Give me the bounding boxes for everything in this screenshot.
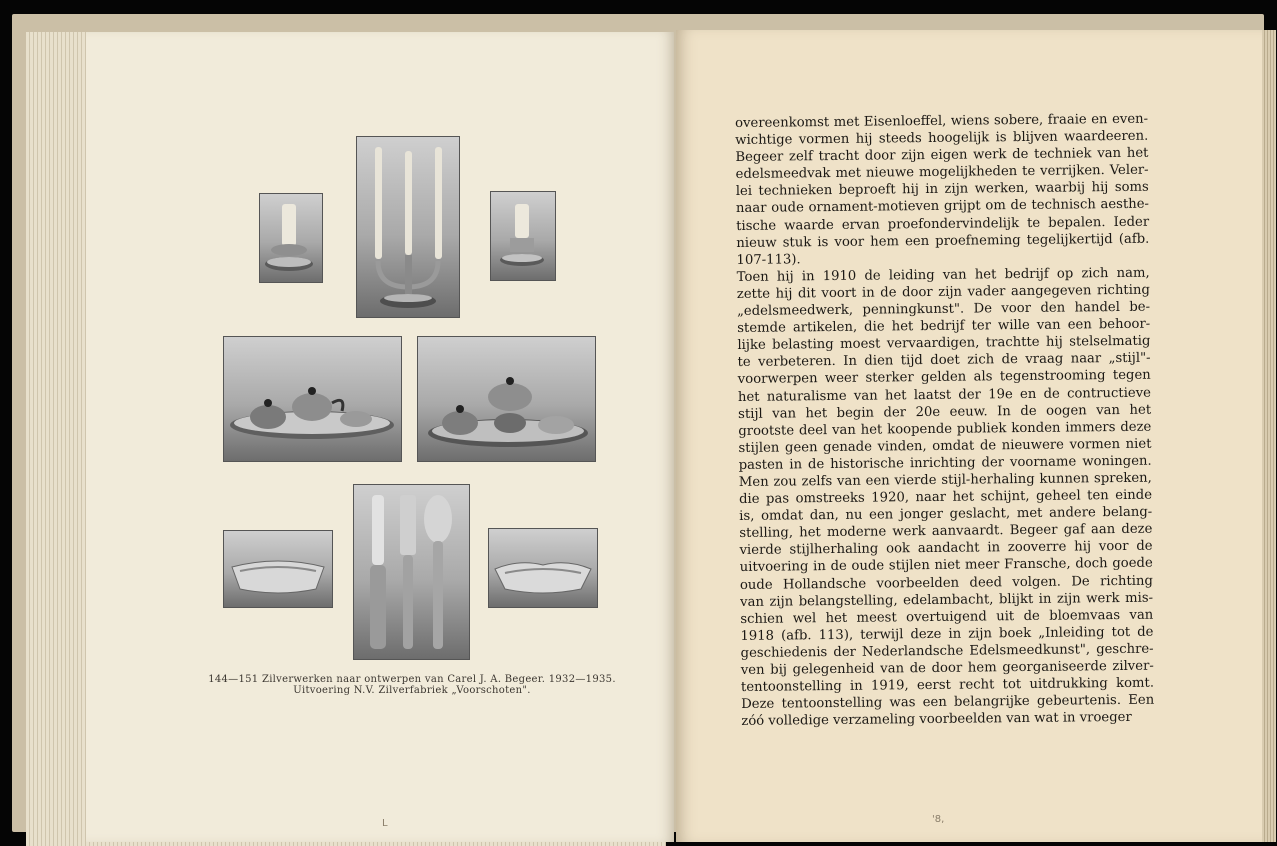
text-line: tentoonstelling in 1919, eerst recht tot uitdrukking komt. [740, 675, 1155, 696]
text-line: wichtige vormen hij steeds hoogelijk is blijven waardeeren. [735, 128, 1149, 149]
text-line: uitvoering in de oude stijlen niet meer Fransche, doch goede [739, 556, 1153, 576]
text-line: „edelsmeedwerk, penningkunst". De voor den handel be- [736, 299, 1151, 320]
bowl-illustration [224, 531, 332, 607]
cutlery-illustration [354, 485, 469, 659]
text-line: 107-113). [736, 252, 801, 268]
text-line: stemde artikelen, die het bedrijf ter wille van een behoor- [737, 316, 1151, 337]
text-line: naar oude ornament-motieven grijpt om de technisch aesthe- [735, 197, 1150, 217]
text-line: overeenkomst met Eisenloeffel, wiens sobere, fraaie en even- [735, 111, 1149, 131]
figure-tea-set-left [223, 336, 402, 462]
text-line: stijl van het begin der 20e eeuw. In de oogen van het [738, 402, 1152, 422]
text-line: pasten in de historische inrichting der voorname woningen. [738, 453, 1152, 473]
body-text [735, 111, 1154, 731]
text-line: Toen hij in 1910 de leiding van het bedrijf op zich nam, [736, 265, 1150, 285]
text-line: te verbeteren. In dien tijd doet zich de vraag naar „stijl"- [737, 350, 1151, 371]
caption-line-1: 144—151 Zilverwerken naar ontwerpen van Carel J. A. Begeer. 1932—1935. [208, 674, 616, 685]
text-line: nieuw stuk is voor hem een proefneming tegelijkertijd (afb. [736, 231, 1150, 251]
text-line: stelling, het moderne werk aanvaardt. Begeer gaf aan deze [739, 521, 1153, 542]
text-line: het naturalisme van het laatst der 19e en de contructieve [737, 385, 1152, 405]
bowl-illustration [489, 529, 597, 607]
left-page [86, 32, 674, 842]
candlestick-illustration [260, 194, 322, 282]
text-line: grootste deel van het koopende publiek konden immers deze [738, 419, 1152, 439]
figure-candlestick-right [490, 191, 556, 281]
text-line: tische waarde ervan proefondervindelijk te bepalen. Ieder [736, 214, 1150, 234]
figure-candlestick-left [259, 193, 323, 283]
figure-candelabra [356, 136, 460, 318]
figure-caption [162, 674, 662, 696]
text-line: 1918 (afb. 113), terwijl deze in zijn boek „Inleiding tot de [740, 624, 1154, 644]
text-line: oude Hollandsche voorbeelden deed volgen. De richting [739, 573, 1153, 593]
figure-bowl-right [488, 528, 598, 608]
tea-set-illustration [224, 337, 401, 461]
text-line: Men zou zelfs van een vierde stijl-herhaling kunnen spreken, [738, 470, 1152, 490]
text-line: is, omdat dan, nu een jonger geslacht, met andere belang- [739, 504, 1153, 525]
figure-cutlery [353, 484, 470, 660]
text-line: schien wel het meest overtuigend uit de bloemvaas van [740, 607, 1154, 627]
text-line: vierde stijlherhaling ook aandacht in zooverre hij voor de [739, 538, 1153, 559]
left-page-mark: L [382, 818, 388, 829]
text-line: lijke belasting moest vervaardigen, trachtte hij stelselmatig [737, 333, 1151, 354]
text-line: zette hij dit voort in de door zijn vader aangegeven richting [736, 282, 1150, 302]
candelabra-illustration [357, 137, 459, 317]
text-line: geschiedenis der Nederlandsche Edelsmeedkunst", geschre- [740, 641, 1154, 661]
right-page-edges [1262, 30, 1276, 842]
text-line: Begeer zelf tracht door zijn eigen werk de techniek van het [735, 145, 1149, 166]
right-page-mark: '8, [932, 814, 945, 825]
text-line: ven bij gelegenheid van de door hem georganiseerde zilver- [740, 658, 1154, 678]
text-line: voorwerpen weer sterker gelden als tegenstrooming tegen [737, 368, 1151, 388]
candlestick-illustration [491, 192, 555, 280]
text-line: lei technieken beproeft hij in zijn werken, waarbij hij soms [735, 180, 1149, 200]
text-line: die pas omstreeks 1920, naar het schijnt, geheel ten einde [738, 487, 1153, 508]
text-line: van zijn belangstelling, edelambacht, blijkt in zijn werk mis- [740, 590, 1154, 610]
tea-set-illustration [418, 337, 595, 461]
text-line: stijlen geen genade vinden, omdat de nieuwere vormen niet [738, 436, 1152, 456]
text-line: Deze tentoonstelling was een belangrijke gebeurtenis. Een [741, 692, 1155, 713]
text-line: zóó volledige verzameling voorbeelden van wat in vroeger [741, 710, 1132, 730]
figure-tea-set-right [417, 336, 596, 462]
text-line: edelsmeedvak met nieuwe mogelijkheden te verrijken. Veler- [735, 162, 1149, 183]
caption-line-2: Uitvoering N.V. Zilverfabriek „Voorschoten". [293, 685, 531, 696]
figure-bowl-left [223, 530, 333, 608]
